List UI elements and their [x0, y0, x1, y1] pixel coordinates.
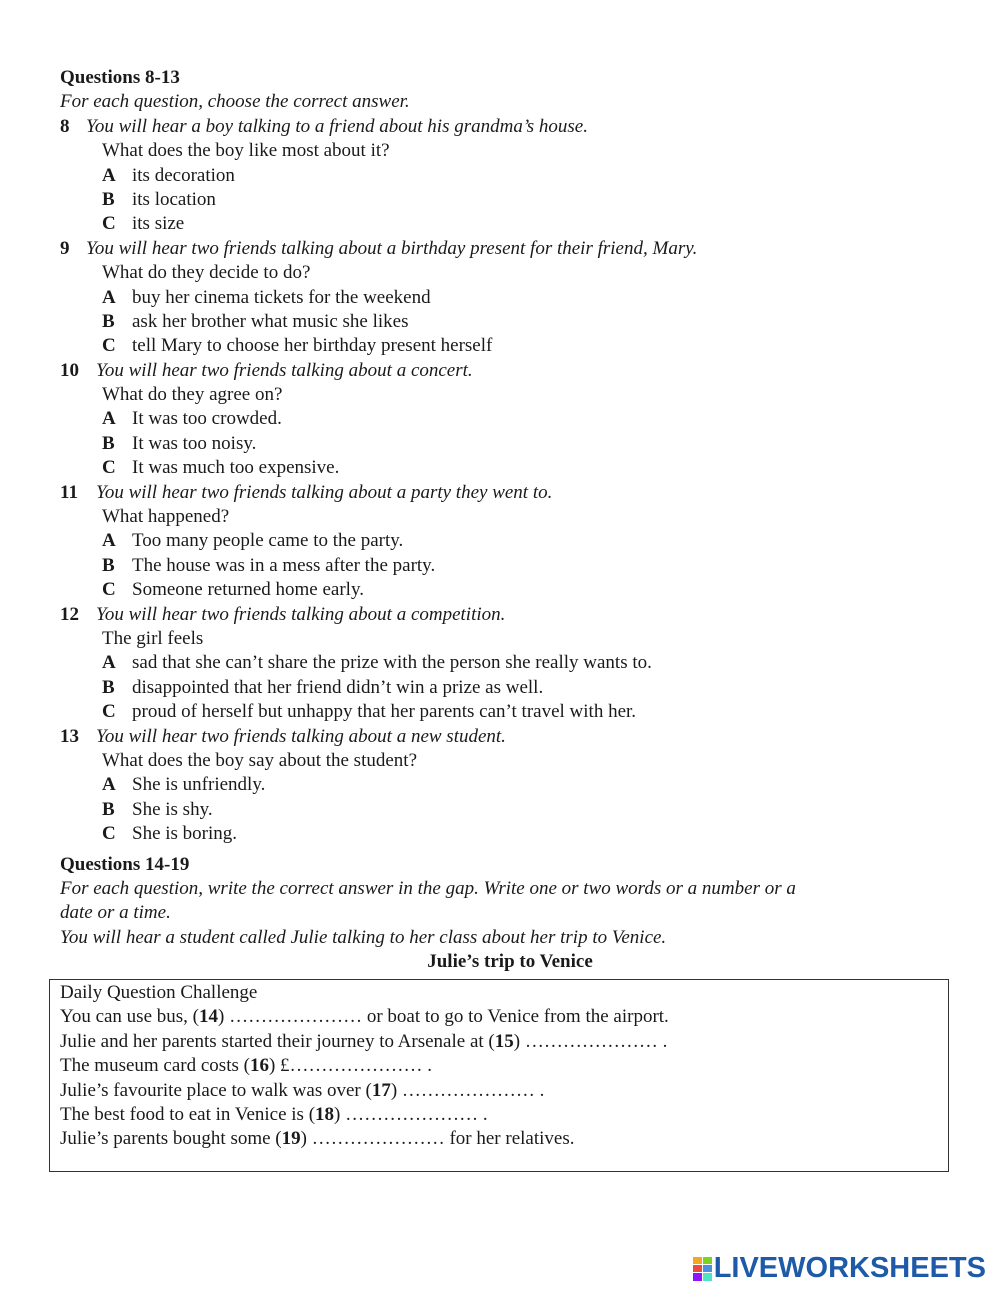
option-letter: A	[102, 164, 116, 186]
gap-line-text-after: or boat to go to Venice from the airport.	[362, 1006, 669, 1028]
gap-line-18	[60, 1103, 938, 1127]
gap-line-15	[60, 1030, 938, 1054]
logo-text: LIVEWORKSHEETS	[713, 1251, 986, 1284]
option-letter: B	[102, 432, 115, 454]
gap-fill-lines	[60, 1005, 938, 1151]
logo-square-icon	[703, 1265, 712, 1272]
option-12-b[interactable]	[60, 676, 960, 700]
option-letter: A	[102, 652, 116, 674]
logo-square-icon	[703, 1273, 712, 1281]
option-letter: B	[102, 676, 115, 698]
gap-line-text-before: The museum card costs (	[60, 1055, 250, 1077]
question-prompt: You will hear two friends talking about a birthday present for their friend, Mary.	[86, 237, 698, 259]
gap-fill-box	[49, 979, 949, 1172]
gap-blank-18[interactable]: …………………	[345, 1103, 479, 1125]
gap-line-text-after: .	[422, 1055, 433, 1077]
option-11-b[interactable]	[60, 554, 960, 578]
question-number: 12	[60, 603, 79, 625]
option-text: It was too noisy.	[132, 432, 257, 454]
gap-blank-15[interactable]: …………………	[524, 1030, 658, 1052]
logo-square-icon	[693, 1265, 702, 1272]
question-list	[60, 115, 960, 847]
question-prompt: You will hear two friends talking about a concert.	[96, 359, 473, 381]
question-stem: What does the boy say about the student?	[102, 749, 418, 771]
option-text: She is boring.	[132, 823, 238, 845]
question-prompt: You will hear two friends talking about a new student.	[96, 725, 506, 747]
gap-blank-16[interactable]: …………………	[289, 1055, 423, 1077]
section2-instruction-2: date or a time.	[60, 902, 171, 924]
gap-line-text-before: You can use bus, (	[60, 1006, 199, 1028]
gap-line-text-mid: )	[334, 1103, 346, 1125]
option-text: its decoration	[132, 164, 235, 186]
option-text: buy her cinema tickets for the weekend	[132, 286, 431, 308]
question-8-header	[60, 115, 960, 139]
option-11-a[interactable]	[60, 529, 960, 553]
gap-number: 14	[198, 1006, 218, 1028]
option-text: proud of herself but unhappy that her parents can’t travel with her.	[132, 701, 637, 723]
gap-line-text-before: Julie’s favourite place to walk was over (	[60, 1079, 372, 1101]
gap-line-text-after: .	[534, 1079, 545, 1101]
option-text: ask her brother what music she likes	[132, 310, 409, 332]
option-letter: C	[102, 457, 116, 479]
question-number: 8	[60, 115, 70, 137]
question-number: 10	[60, 359, 79, 381]
question-stem: What happened?	[102, 506, 230, 528]
option-13-c[interactable]	[60, 822, 960, 846]
option-letter: A	[102, 530, 116, 552]
option-text: It was much too expensive.	[132, 457, 340, 479]
option-text: She is unfriendly.	[132, 774, 266, 796]
option-letter: C	[102, 335, 116, 357]
option-letter: C	[102, 823, 116, 845]
option-8-a[interactable]	[60, 164, 960, 188]
option-text: It was too crowded.	[132, 408, 282, 430]
gap-line-16	[60, 1054, 938, 1078]
gap-line-text-mid: )	[390, 1079, 402, 1101]
section2-instruction-1: For each question, write the correct answer in the gap. Write one or two words or a number or a	[60, 877, 796, 899]
gap-line-text-mid: )	[217, 1006, 230, 1028]
option-9-c[interactable]	[60, 334, 960, 358]
option-text: She is shy.	[132, 798, 213, 820]
worksheet-page	[60, 66, 960, 974]
question-10-header	[60, 359, 960, 383]
box-header: Daily Question Challenge	[60, 982, 258, 1003]
option-9-a[interactable]	[60, 286, 960, 310]
question-stem: What do they decide to do?	[102, 262, 311, 284]
option-letter: B	[102, 310, 115, 332]
option-11-c[interactable]	[60, 578, 960, 602]
option-8-b[interactable]	[60, 188, 960, 212]
gap-number: 15	[494, 1030, 514, 1052]
gap-line-text-after: .	[478, 1103, 488, 1125]
gap-blank-17[interactable]: …………………	[401, 1079, 535, 1101]
option-13-a[interactable]	[60, 773, 960, 797]
option-text: its size	[132, 213, 185, 235]
option-letter: A	[102, 774, 116, 796]
liveworksheets-logo	[693, 1251, 986, 1284]
option-text: Someone returned home early.	[132, 579, 364, 601]
option-12-a[interactable]	[60, 651, 960, 675]
logo-square-icon	[703, 1257, 712, 1264]
option-letter: C	[102, 701, 116, 723]
option-13-b[interactable]	[60, 798, 960, 822]
option-letter: B	[102, 798, 115, 820]
question-stem: The girl feels	[102, 627, 204, 649]
section1-heading: Questions 8-13	[60, 67, 180, 88]
gap-line-19	[60, 1127, 938, 1151]
gap-line-14	[60, 1005, 938, 1029]
gap-number: 16	[249, 1055, 269, 1077]
question-number: 9	[60, 237, 70, 259]
option-10-b[interactable]	[60, 432, 960, 456]
logo-square-icon	[693, 1257, 702, 1264]
notes-box-title: Julie’s trip to Venice	[427, 951, 593, 973]
gap-line-17	[60, 1079, 938, 1103]
question-stem: What do they agree on?	[102, 384, 283, 406]
section2-heading: Questions 14-19	[60, 853, 190, 875]
option-text: its location	[132, 188, 216, 210]
option-text: sad that she can’t share the prize with the person she really wants to.	[132, 652, 652, 674]
question-prompt: You will hear two friends talking about a party they went to.	[96, 481, 553, 503]
gap-line-text-after: .	[657, 1030, 668, 1052]
gap-line-text-before: The best food to eat in Venice is (	[60, 1103, 316, 1125]
question-9-header	[60, 237, 960, 261]
question-11-header	[60, 481, 960, 505]
option-text: tell Mary to choose her birthday present herself	[132, 335, 493, 357]
section1-instruction: For each question, choose the correct answer.	[60, 91, 410, 113]
logo-mark-icon	[693, 1257, 711, 1279]
question-number: 13	[60, 725, 79, 747]
question-number: 11	[60, 481, 78, 503]
question-stem: What does the boy like most about it?	[102, 140, 390, 162]
option-12-c[interactable]	[60, 700, 960, 724]
gap-line-text-mid: )	[513, 1030, 525, 1052]
option-letter: B	[102, 554, 115, 576]
gap-line-text-before: Julie’s parents bought some (	[60, 1128, 282, 1150]
option-9-b[interactable]	[60, 310, 960, 334]
question-13-header	[60, 725, 960, 749]
option-text: Too many people came to the party.	[132, 530, 404, 552]
gap-line-text-mid: )	[300, 1128, 312, 1150]
option-10-a[interactable]	[60, 407, 960, 431]
gap-line-text-before: Julie and her parents started their journey to Arsenale at (	[60, 1030, 495, 1052]
option-text: The house was in a mess after the party.	[132, 554, 436, 576]
option-10-c[interactable]	[60, 456, 960, 480]
section2	[60, 853, 960, 975]
logo-square-icon	[693, 1273, 702, 1281]
gap-line-text-mid: ) £	[268, 1055, 290, 1077]
section2-instruction-3: You will hear a student called Julie talking to her class about her trip to Venice.	[60, 926, 667, 948]
option-letter: A	[102, 408, 116, 430]
option-letter: A	[102, 286, 116, 308]
option-letter: B	[102, 188, 115, 210]
gap-number: 18	[315, 1103, 335, 1125]
option-text: disappointed that her friend didn’t win a prize as well.	[132, 676, 544, 698]
option-8-c[interactable]	[60, 212, 960, 236]
question-12-header	[60, 603, 960, 627]
gap-blank-14[interactable]: …………………	[229, 1006, 363, 1028]
gap-number: 17	[371, 1079, 391, 1101]
question-prompt: You will hear two friends talking about a competition.	[96, 603, 506, 625]
option-letter: C	[102, 213, 116, 235]
gap-line-text-after: for her relatives.	[444, 1128, 575, 1150]
gap-number: 19	[281, 1128, 301, 1150]
gap-blank-19[interactable]: …………………	[311, 1128, 445, 1150]
question-prompt: You will hear a boy talking to a friend about his grandma’s house.	[86, 115, 588, 137]
option-letter: C	[102, 579, 116, 601]
